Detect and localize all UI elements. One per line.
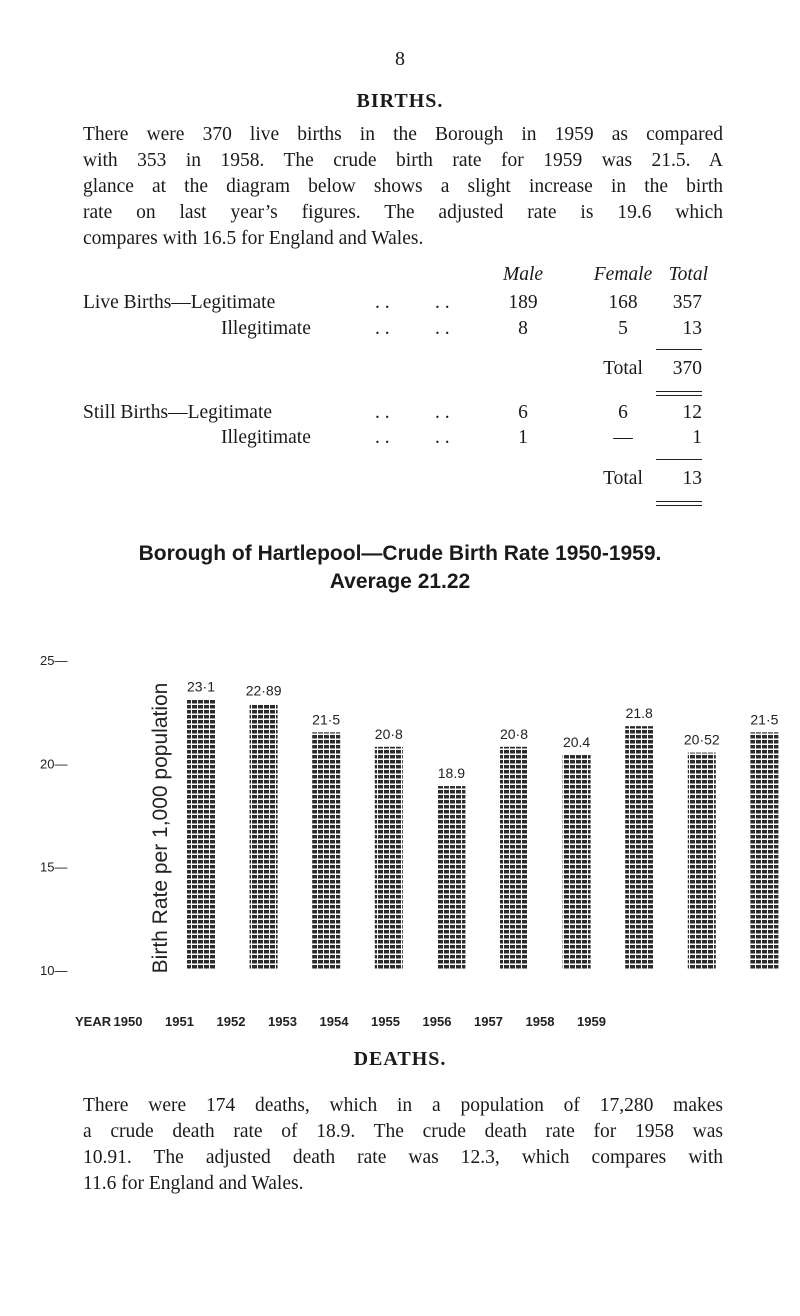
rule-double: [656, 505, 702, 506]
still-total-label: Total: [603, 468, 643, 489]
bar-1952: [312, 732, 340, 970]
leader-dots: . .: [435, 292, 450, 313]
leader-dots: . .: [435, 402, 450, 423]
rule-double: [656, 395, 702, 396]
still-legit-total: 12: [682, 402, 702, 423]
live-total-label: Total: [603, 358, 643, 379]
bar-1956: [563, 755, 591, 970]
leader-dots: . .: [435, 427, 450, 448]
value-label-1954: 18.9: [437, 765, 466, 782]
bar-1950: [187, 699, 215, 970]
birth-rate-chart: [0, 630, 800, 1040]
bar-1959: [750, 732, 778, 970]
x-tick-label-1952: 1952: [216, 1014, 246, 1029]
value-label-1959: 21·5: [750, 711, 779, 728]
bar-1955: [500, 747, 528, 970]
live-illeg-female: 5: [618, 318, 628, 339]
live-illeg-male: 8: [518, 318, 528, 339]
live-illeg-label: Illegitimate: [221, 318, 311, 339]
x-axis-label: YEAR: [75, 1014, 112, 1029]
live-illeg-total: 13: [682, 318, 702, 339]
y-axis-label: Birth Rate per 1,000 population: [149, 682, 172, 974]
deaths-line-3: 10.91. The adjusted death rate was 12.3, which compares with: [83, 1147, 723, 1168]
value-label-1951: 22·89: [245, 682, 282, 699]
x-tick-label-1955: 1955: [371, 1014, 400, 1029]
rule-single: [656, 349, 702, 350]
y-tick-label: 15—: [40, 859, 68, 875]
value-label-1953: 20·8: [374, 725, 403, 742]
page-number: 8: [395, 48, 405, 70]
leader-dots: . .: [375, 292, 390, 313]
births-line-4: rate on last year’s figures. The adjusted rate is 19.6 which: [83, 202, 723, 223]
still-legit-female: 6: [618, 402, 628, 423]
value-label-1957: 21.8: [625, 705, 653, 722]
bar-1954: [437, 786, 465, 970]
deaths-line-2: a crude death rate of 18.9. The crude death rate for 1958 was: [83, 1121, 723, 1142]
header-female: Female: [593, 264, 653, 285]
x-tick-label-1958: 1958: [525, 1014, 555, 1029]
live-legit-female: 168: [608, 292, 638, 313]
x-tick-label-1959: 1959: [577, 1014, 606, 1029]
value-label-1950: 23·1: [186, 678, 216, 695]
bar-1958: [688, 753, 716, 970]
bar-1951: [250, 704, 278, 970]
still-illeg-male: 1: [518, 427, 528, 448]
deaths-line-4: 11.6 for England and Wales.: [83, 1173, 304, 1194]
bar-1953: [375, 747, 403, 970]
deaths-line-1: There were 174 deaths, which in a population of 17,280 makes: [83, 1095, 723, 1116]
x-tick-label-1953: 1953: [268, 1014, 297, 1029]
y-tick-label: 25—: [40, 653, 68, 668]
still-total-value: 13: [682, 468, 702, 489]
bar-1957: [625, 726, 653, 970]
x-tick-label-1954: 1954: [319, 1014, 349, 1029]
still-illeg-total: 1: [692, 427, 702, 448]
leader-dots: . .: [375, 402, 390, 423]
x-tick-label-1951: 1951: [165, 1014, 194, 1029]
births-paragraph: [83, 122, 723, 252]
chart-title: Borough of Hartlepool—Crude Birth Rate 1950-1959.: [138, 542, 662, 565]
still-legit-label: Still Births—Legitimate: [83, 402, 273, 423]
rule-double: [656, 391, 702, 392]
value-label-1956: 20.4: [562, 734, 591, 751]
leader-dots: . .: [375, 318, 390, 339]
still-legit-male: 6: [518, 402, 528, 423]
deaths-paragraph: [83, 1093, 723, 1197]
births-line-2: with 353 in 1958. The crude birth rate for 1959 was 21.5. A: [83, 150, 723, 171]
births-line-1: There were 370 live births in the Borough in 1959 as compared: [83, 124, 723, 145]
y-tick-label: 10—: [40, 963, 68, 978]
value-label-1958: 20·52: [683, 731, 720, 748]
x-tick-label-1956: 1956: [422, 1014, 452, 1029]
x-tick-label-1957: 1957: [474, 1014, 503, 1029]
rule-single: [656, 459, 702, 460]
y-tick-label: 20—: [40, 756, 68, 772]
value-label-1955: 20·8: [499, 725, 529, 742]
live-legit-total: 357: [672, 292, 702, 313]
live-legit-male: 189: [508, 292, 538, 313]
leader-dots: . .: [435, 318, 450, 339]
still-illeg-label: Illegitimate: [221, 427, 311, 448]
deaths-heading: DEATHS.: [353, 1048, 447, 1070]
header-total: Total: [668, 264, 708, 285]
births-line-5: compares with 16.5 for England and Wales.: [83, 228, 424, 249]
births-heading: BIRTHS.: [356, 90, 444, 112]
x-tick-label-1950: 1950: [113, 1014, 143, 1029]
chart-subtitle: Average 21.22: [329, 570, 471, 593]
births-line-3: glance at the diagram below shows a slight increase in the birth: [83, 176, 723, 197]
leader-dots: . .: [375, 427, 390, 448]
live-total-value: 370: [672, 358, 702, 379]
still-illeg-female: —: [613, 427, 633, 448]
header-male: Male: [502, 264, 544, 285]
rule-double: [656, 501, 702, 502]
value-label-1952: 21·5: [312, 711, 341, 728]
live-legit-label: Live Births—Legitimate: [83, 292, 276, 313]
